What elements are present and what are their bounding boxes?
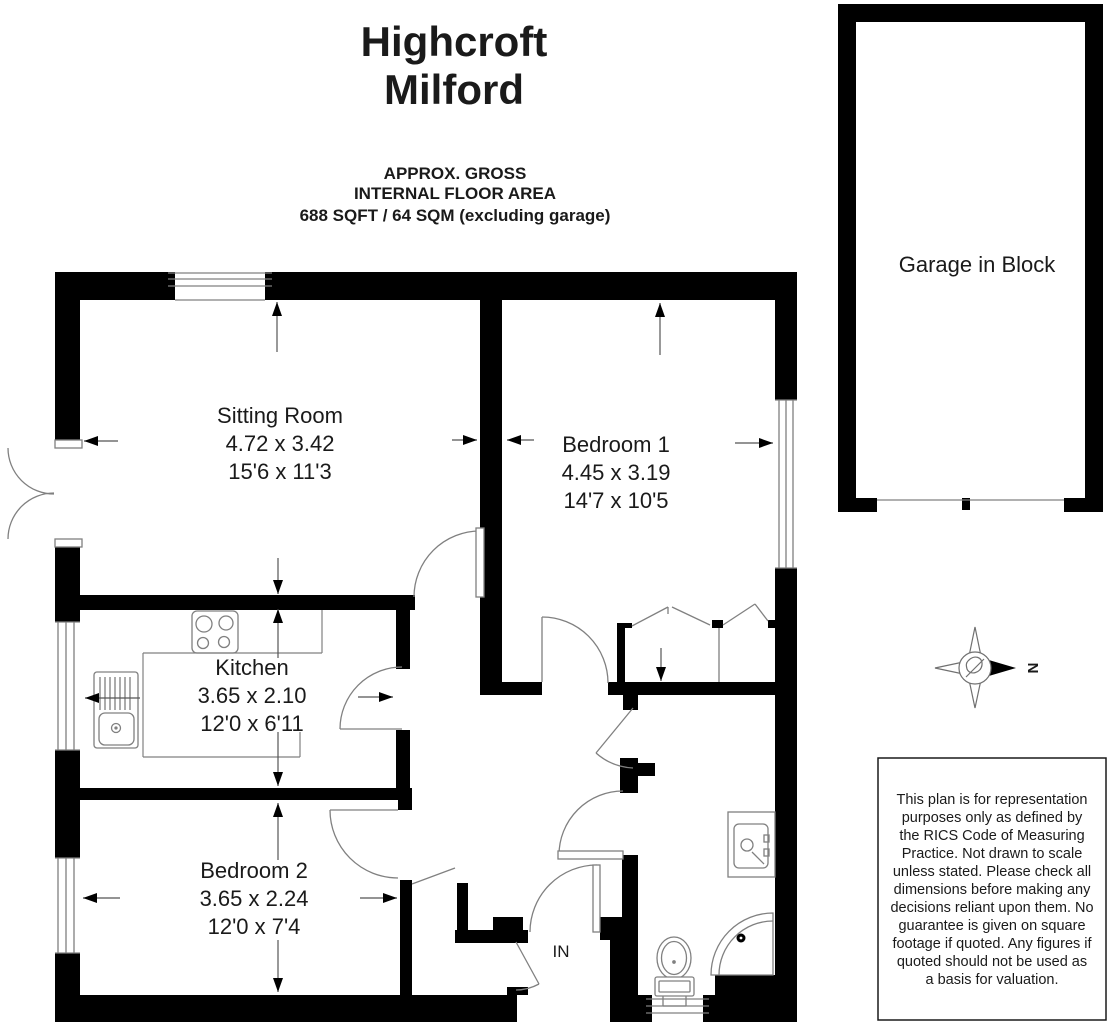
window-bedroom1 [775,400,797,568]
area-note-line2: INTERNAL FLOOR AREA [353,184,557,203]
room-name: Bedroom 2 [200,858,308,883]
door-cupboard-hall [412,868,455,884]
compass-north-label: N [1024,662,1042,674]
walls [55,272,797,1022]
disclaimer-line: footage if quoted. Any figures if [892,936,1092,952]
disclaimer-line: This plan is for representation [896,792,1088,808]
label-bedroom1 [562,432,671,513]
room-dim-metric: 3.65 x 2.10 [197,683,307,708]
page-title-line2: Milford [384,66,524,113]
disclaimer-line: purposes only as defined by [901,810,1083,826]
room-dim-imperial: 15'6 x 11'3 [228,459,332,484]
label-bedroom2 [200,858,309,939]
room-name: Bedroom 1 [562,432,670,457]
disclaimer-line: decisions reliant upon them. No [890,900,1094,916]
area-note-line1: APPROX. GROSS [383,164,527,183]
sink-icon [94,672,138,748]
room-dim-imperial: 14'7 x 10'5 [563,488,669,513]
disclaimer-box [878,758,1106,1020]
room-dim-metric: 4.45 x 3.19 [561,460,671,485]
dimension-arrows [83,302,773,992]
door-bedroom2 [330,810,398,878]
toilet-icon [655,937,694,1006]
label-garage: Garage in Block [898,252,1056,277]
window-sitting-room [168,273,272,300]
label-sitting-room [217,403,343,484]
entrance-in-label: IN [552,942,570,961]
door-cupboard-porch [516,942,539,990]
disclaimer-line: unless stated. Please check all [892,864,1092,880]
room-dim-imperial: 12'0 x 6'11 [200,711,304,736]
disclaimer-line: the RICS Code of Measuring [899,828,1085,844]
closets-bedroom1 [632,604,768,682]
disclaimer-line: guarantee is given on square [898,918,1086,934]
washbasin-icon [728,812,775,877]
doors [8,440,633,990]
french-doors [8,440,82,547]
area-note-line3: 688 SQFT / 64 SQM (excluding garage) [299,206,611,225]
room-dim-metric: 3.65 x 2.24 [199,886,309,911]
room-dim-metric: 4.72 x 3.42 [225,431,335,456]
room-name: Sitting Room [217,403,343,428]
disclaimer-line: dimensions before making any [893,882,1091,898]
label-kitchen [198,655,307,736]
door-kitchen [340,667,402,729]
disclaimer-line: Practice. Not drawn to scale [901,846,1083,862]
disclaimer-line: a basis for valuation. [925,972,1059,988]
title-block [300,18,611,225]
compass [935,627,1041,708]
door-sitting-room [414,528,484,597]
hob-icon [192,611,238,653]
room-name: Kitchen [215,655,289,680]
room-dim-imperial: 12'0 x 7'4 [207,914,301,939]
windows [55,273,797,1013]
page-title-line1: Highcroft [360,18,548,65]
door-front-entrance [530,865,600,932]
door-bedroom1 [542,617,608,683]
window-bedroom2 [55,858,80,953]
window-kitchen [55,622,80,750]
door-bathroom [558,791,623,859]
shower-icon [711,913,773,975]
disclaimer-line: quoted should not be used as [896,954,1088,970]
